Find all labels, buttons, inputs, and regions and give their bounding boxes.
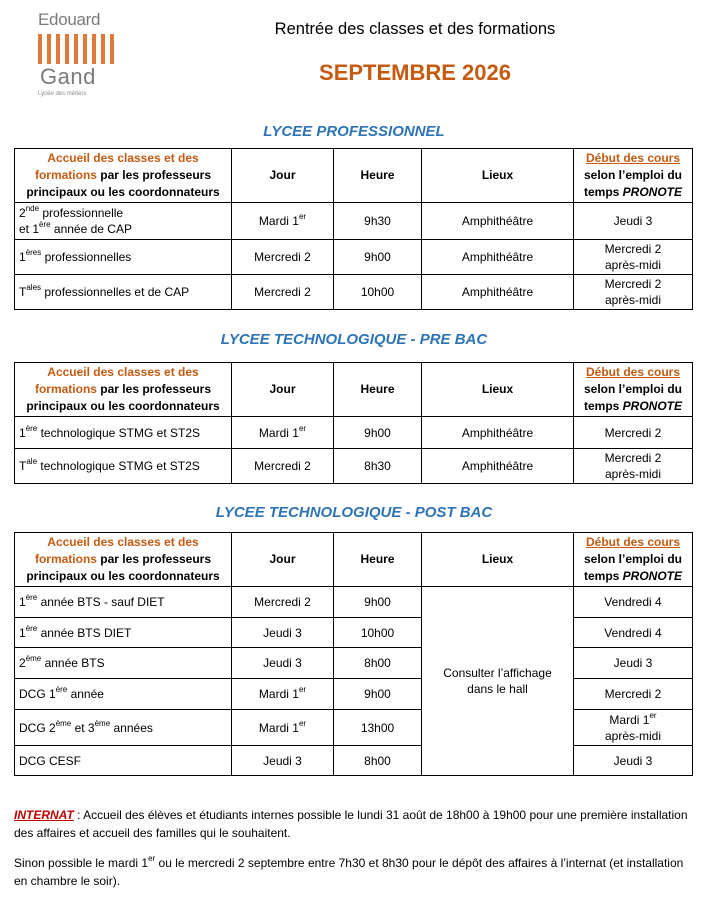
heure-cell: 9h30 xyxy=(334,203,422,240)
section-title-pro: LYCEE PROFESSIONNEL xyxy=(263,123,445,140)
jour-cell: Mercredi 2 xyxy=(232,449,334,484)
col-jour-header: Jour xyxy=(232,533,334,587)
col-lieux-header: Lieux xyxy=(422,149,574,203)
col-lieux-header: Lieux xyxy=(422,363,574,417)
jour-cell: Jeudi 3 xyxy=(232,746,334,776)
table-header-row xyxy=(15,533,693,587)
class-cell: DCG CESF xyxy=(15,746,232,776)
class-cell: DCG 1ère année xyxy=(15,679,232,710)
table-row xyxy=(15,203,693,240)
lieu-cell: Amphithéâtre xyxy=(422,275,574,310)
jour-cell: Mercredi 2 xyxy=(232,275,334,310)
table-row xyxy=(15,618,693,648)
col-lieux-header: Lieux xyxy=(422,533,574,587)
class-cell: 1ère année BTS DIET xyxy=(15,618,232,648)
jour-cell: Mardi 1er xyxy=(232,679,334,710)
debut-cell: Mercredi 2 après-midi xyxy=(574,240,693,275)
col-jour-header: Jour xyxy=(232,363,334,417)
table-row xyxy=(15,648,693,679)
class-cell: $T^{ale}$ technologique STMG et ST2S xyxy=(15,449,232,484)
jour-cell: Mercredi 2 xyxy=(232,240,334,275)
logo-text-bottom: Gand xyxy=(40,64,96,89)
table-header-row xyxy=(15,363,693,417)
lieu-cell: Amphithéâtre xyxy=(422,203,574,240)
debut-cell: Jeudi 3 xyxy=(574,648,693,679)
heure-cell: 9h00 xyxy=(334,417,422,449)
col-accueil-header: Accueil des classes et des formations par les professeurs principaux ou les coordonnateurs xyxy=(15,533,232,587)
heure-cell: 9h00 xyxy=(334,679,422,710)
col-heure-header: Heure xyxy=(334,533,422,587)
col-debut-header: Début des cours selon l’emploi du temps PRONOTE xyxy=(574,363,693,417)
table-pro xyxy=(14,148,693,310)
table-row xyxy=(15,679,693,710)
internat-note-2: Sinon possible le mardi 1er ou le mercredi 2 septembre entre 7h30 et 8h30 pour le dépôt des affaires à l’internat (et installation en chambre le soir). xyxy=(14,854,684,888)
col-jour-header: Jour xyxy=(232,149,334,203)
col-accueil-header: Accueil des classes et des formations par les professeurs principaux ou les coordonnateurs xyxy=(15,363,232,417)
class-cell: 2nde professionnelle et 1ère année de CAP xyxy=(15,203,232,240)
debut-cell: Vendredi 4 xyxy=(574,618,693,648)
lieu-cell: Amphithéâtre xyxy=(422,417,574,449)
debut-cell: Jeudi 3 xyxy=(574,746,693,776)
debut-cell: Mercredi 2 après-midi xyxy=(574,449,693,484)
table-row xyxy=(15,417,693,449)
table-row xyxy=(15,449,693,484)
class-cell: DCG 2ème et 3ème années xyxy=(15,710,232,746)
internat-label: INTERNAT xyxy=(14,808,74,822)
heure-cell: 10h00 xyxy=(334,618,422,648)
debut-cell: Jeudi 3 xyxy=(574,203,693,240)
col-debut-header: Début des cours selon l’emploi du temps PRONOTE xyxy=(574,533,693,587)
class-cell: $T^{ales}$ professionnelles et de CAP xyxy=(15,275,232,310)
table-pre-bac xyxy=(14,362,693,484)
jour-cell: Jeudi 3 xyxy=(232,618,334,648)
section-title-pre-bac: LYCEE TECHNOLOGIQUE - PRE BAC xyxy=(220,331,488,348)
col-heure-header: Heure xyxy=(334,149,422,203)
table-row xyxy=(15,746,693,776)
lieu-cell: Amphithéâtre xyxy=(422,240,574,275)
logo-text-top: Edouard xyxy=(38,10,101,29)
heure-cell: 8h30 xyxy=(334,449,422,484)
jour-cell: Jeudi 3 xyxy=(232,648,334,679)
debut-cell: Mercredi 2 xyxy=(574,417,693,449)
table-post-bac xyxy=(14,532,693,776)
section-title-post-bac: LYCEE TECHNOLOGIQUE - POST BAC xyxy=(215,504,493,521)
page-title: Rentrée des classes et des formations xyxy=(274,20,556,38)
table-row xyxy=(15,240,693,275)
col-debut-header: Début des cours selon l’emploi du temps PRONOTE xyxy=(574,149,693,203)
heure-cell: 10h00 xyxy=(334,275,422,310)
debut-cell: Vendredi 4 xyxy=(574,587,693,618)
class-cell: 1ère technologique STMG et ST2S xyxy=(15,417,232,449)
heure-cell: 8h00 xyxy=(334,648,422,679)
col-heure-header: Heure xyxy=(334,363,422,417)
class-cell: 1ère année BTS - sauf DIET xyxy=(15,587,232,618)
jour-cell: Mardi 1er xyxy=(232,417,334,449)
table-row xyxy=(15,710,693,746)
class-cell: 1ères professionnelles xyxy=(15,240,232,275)
jour-cell: Mercredi 2 xyxy=(232,587,334,618)
table-row xyxy=(15,275,693,310)
debut-cell: Mercredi 2 xyxy=(574,679,693,710)
lieu-cell: Amphithéâtre xyxy=(422,449,574,484)
debut-cell: Mardi 1er après-midi xyxy=(574,710,693,746)
heure-cell: 13h00 xyxy=(334,710,422,746)
internat-note: INTERNAT : Accueil des élèves et étudiants internes possible le lundi 31 août de 18h00 à 19h00 pour une première installation des affaires et accueil des familles qui le souhaitent. xyxy=(14,808,688,840)
heure-cell: 9h00 xyxy=(334,240,422,275)
col-accueil-header: Accueil des classes et des formations par les professeurs principaux ou les coordonnateurs xyxy=(15,149,232,203)
debut-cell: Mercredi 2 après-midi xyxy=(574,275,693,310)
heure-cell: 8h00 xyxy=(334,746,422,776)
class-cell: 2ème année BTS xyxy=(15,648,232,679)
jour-cell: Mardi 1er xyxy=(232,710,334,746)
table-row xyxy=(15,587,693,618)
page-month: SEPTEMBRE 2026 xyxy=(319,60,511,85)
logo-tagline: Lycée des métiers xyxy=(38,91,87,97)
table-header-row xyxy=(15,149,693,203)
lieu-cell-merged: Consulter l’affichage dans le hall xyxy=(422,587,574,776)
jour-cell: Mardi 1er xyxy=(232,203,334,240)
heure-cell: 9h00 xyxy=(334,587,422,618)
